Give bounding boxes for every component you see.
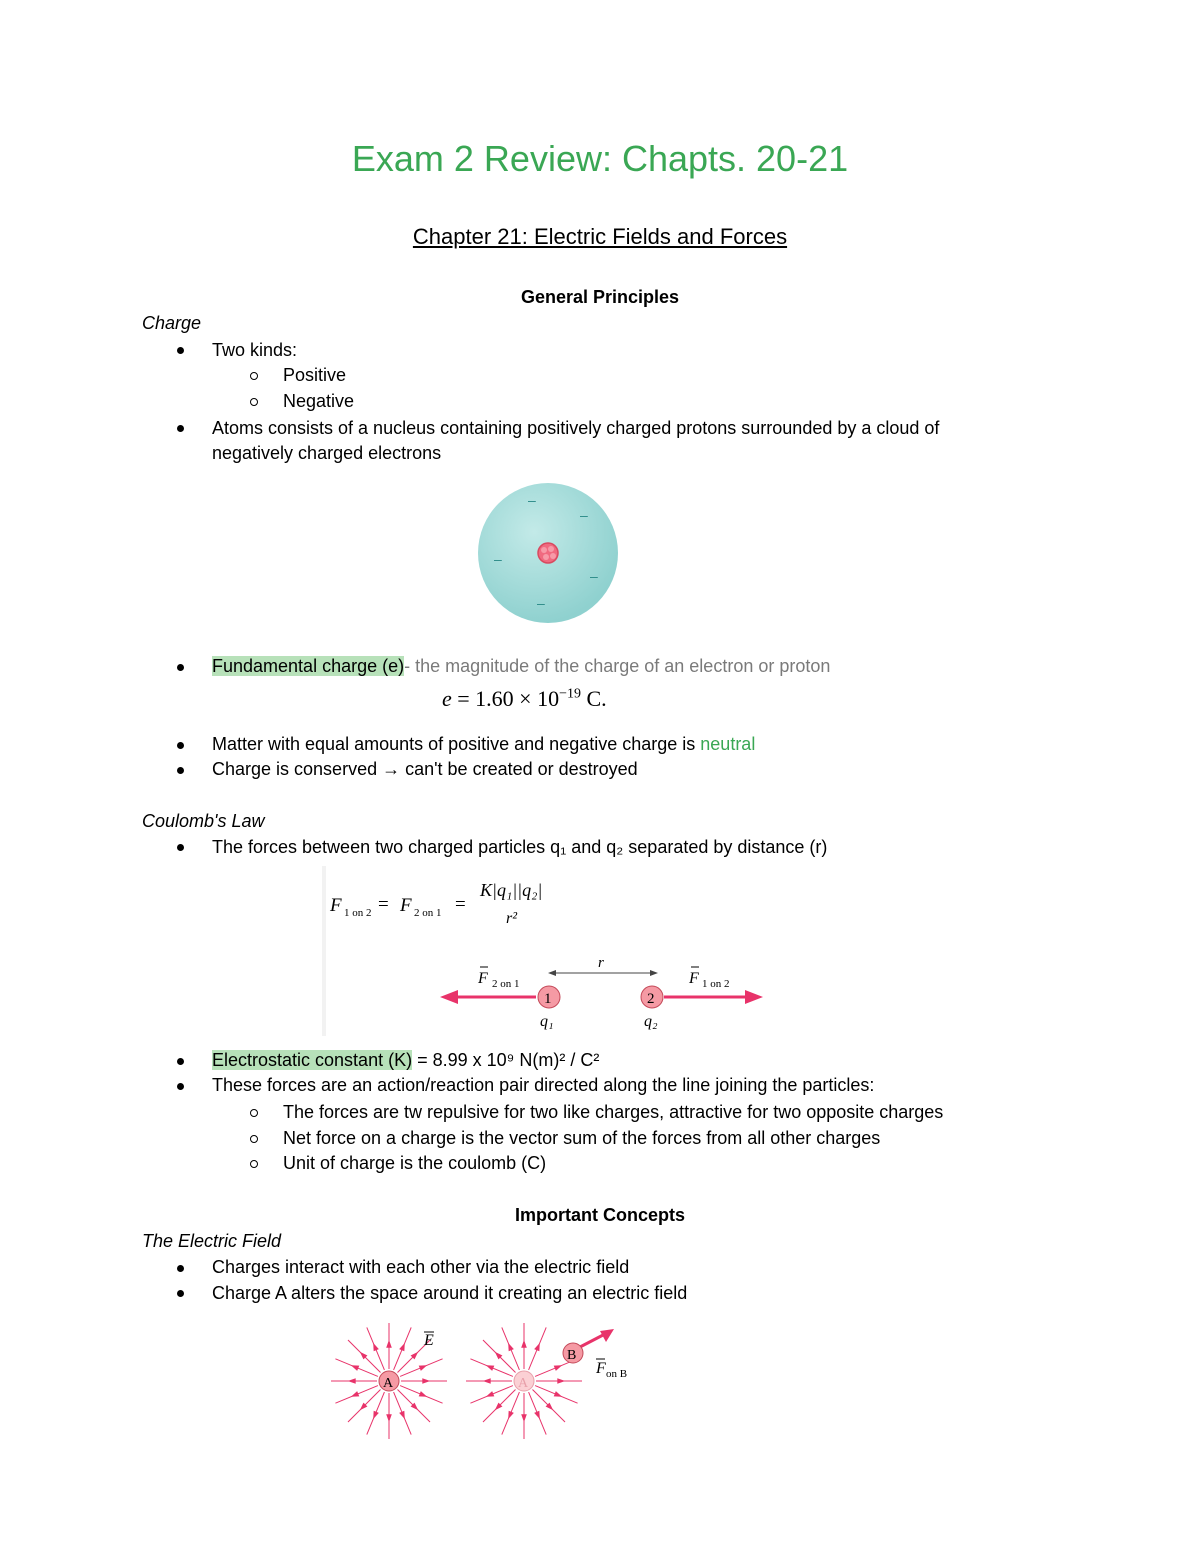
e-unit: C. [586, 686, 607, 711]
svg-text:1 on 2: 1 on 2 [702, 978, 730, 990]
charge-a-faded-label: A [518, 1376, 529, 1391]
atom-figure [470, 478, 626, 628]
force-1on2-label: F [689, 970, 699, 987]
force-on-b-arrow [580, 1334, 605, 1347]
repulsive-item: The forces are tw repulsive for two like charges, attractive for two opposite charges [283, 1102, 944, 1122]
alters-item: Charge A alters the space around it creating an electric field [212, 1283, 688, 1303]
pair-item: These forces are an action/reaction pair directed along the line joining the particles: [212, 1075, 875, 1095]
field-arrowhead [534, 1411, 540, 1419]
bullet [177, 1265, 184, 1272]
field-arrowhead [508, 1343, 514, 1351]
coulomb-numerator: K|q₁||q₂| [480, 880, 543, 900]
electron-sign: – [537, 595, 545, 611]
bullet [177, 1058, 184, 1065]
neutral-item [212, 732, 755, 757]
unit-item: Unit of charge is the coulomb (C) [283, 1153, 547, 1173]
general-principles-heading: General Principles [520, 287, 680, 307]
bullet [177, 1290, 184, 1297]
positive-item: Positive [283, 365, 347, 385]
field-arrowhead [554, 1365, 562, 1371]
bullet [177, 425, 184, 432]
constant-item [212, 1048, 599, 1073]
field-arrowhead [508, 1411, 514, 1419]
e-symbol: e [442, 686, 452, 711]
force-1on2-sub: 1 on 2 [344, 907, 372, 919]
electron-sign: – [580, 507, 588, 523]
charge-topic: Charge [142, 313, 202, 333]
svg-text:1: 1 [544, 991, 552, 1007]
field-arrowhead [399, 1411, 405, 1419]
e-value-formula [442, 686, 607, 712]
force-2on1-symbol: F [400, 895, 412, 916]
field-arrowhead [486, 1391, 494, 1397]
field-arrowhead [348, 1378, 356, 1384]
coulomb-denominator: r² [506, 910, 518, 927]
bullet [177, 347, 184, 354]
field-arrowhead [521, 1414, 527, 1422]
field-arrowhead [399, 1343, 405, 1351]
field-arrowhead [422, 1378, 430, 1384]
bullet [177, 742, 184, 749]
field-arrowhead [386, 1414, 392, 1422]
charge-a-label: A [383, 1376, 394, 1391]
equals-sign: = [455, 894, 466, 915]
force-2on1-sub: 2 on 1 [414, 907, 442, 919]
electric-field-figure [330, 1320, 640, 1445]
field-arrowhead [373, 1411, 379, 1419]
sub-bullet [250, 1109, 258, 1117]
distance-label: r [598, 955, 604, 971]
field-arrowhead [419, 1391, 427, 1397]
bullet [177, 1083, 184, 1090]
electron-sign: – [590, 568, 598, 584]
electric-field-topic: The Electric Field [142, 1231, 282, 1251]
neutral-text: Matter with equal amounts of positive and negative charge is [212, 734, 701, 754]
field-arrowhead [554, 1391, 562, 1397]
sub-bullet [250, 372, 258, 380]
e-exponent: −19 [559, 686, 581, 702]
sub-bullet [250, 398, 258, 406]
bullet [177, 844, 184, 851]
sub-bullet [250, 1160, 258, 1168]
nucleus [538, 543, 558, 563]
atoms-item-line1: Atoms consists of a nucleus containing positively charged protons surrounded by a cloud of [212, 418, 940, 438]
bullet [177, 767, 184, 774]
field-arrowhead [483, 1378, 491, 1384]
bullet [177, 664, 184, 671]
field-arrowhead [419, 1365, 427, 1371]
field-arrowhead [557, 1378, 565, 1384]
field-arrowhead [351, 1391, 359, 1397]
constant-value: = 8.99 x 10⁹ N(m)² / C² [412, 1050, 600, 1070]
net-force-item: Net force on a charge is the vector sum of the forces from all other charges [283, 1128, 881, 1148]
neutral-word: neutral [700, 734, 756, 754]
charge-b-label: B [567, 1348, 577, 1363]
force-2on1-label: F [478, 970, 488, 987]
force-1on2-symbol: F [330, 895, 342, 916]
e-value: = 1.60 × 10 [457, 686, 560, 711]
important-concepts-heading: Important Concepts [514, 1205, 685, 1225]
field-arrowhead [373, 1343, 379, 1351]
field-arrowhead [534, 1343, 540, 1351]
document-title: Exam 2 Review: Chapts. 20-21 [351, 138, 849, 179]
q1-label: q₁ [540, 1013, 554, 1030]
coulomb-figure [322, 866, 772, 1036]
force-on-b-label: F [596, 1360, 606, 1377]
force-on-b-sub: on B [606, 1368, 628, 1380]
fundamental-charge-term: Fundamental charge (e) [212, 656, 405, 676]
field-e-label: E [424, 1332, 434, 1349]
field-arrowhead [351, 1365, 359, 1371]
svg-text:2 on 1: 2 on 1 [492, 978, 520, 990]
field-arrowhead [486, 1365, 494, 1371]
field-arrowhead [521, 1340, 527, 1348]
negative-item: Negative [283, 391, 355, 411]
field-arrowhead [386, 1340, 392, 1348]
fundamental-charge-definition: - the magnitude of the charge of an electron or proton [404, 656, 831, 676]
forces-item: The forces between two charged particles q₁ and q₂ separated by distance (r) [212, 837, 828, 857]
coulomb-topic: Coulomb's Law [142, 811, 265, 831]
interact-item: Charges interact with each other via the electric field [212, 1257, 630, 1277]
conserved-item: Charge is conserved → can't be created or destroyed [212, 759, 638, 779]
q2-label: q₂ [644, 1013, 658, 1030]
svg-text:2: 2 [647, 991, 655, 1007]
sub-bullet [250, 1135, 258, 1143]
equals-sign: = [378, 894, 389, 915]
electron-sign: – [494, 551, 502, 567]
chapter-heading: Chapter 21: Electric Fields and Forces [412, 224, 788, 249]
constant-term: Electrostatic constant (K) [212, 1050, 413, 1070]
fundamental-charge-item [212, 654, 830, 679]
electron-sign: – [528, 492, 536, 508]
two-kinds-item: Two kinds: [212, 340, 298, 360]
atoms-item-line2: negatively charged electrons [212, 443, 442, 463]
